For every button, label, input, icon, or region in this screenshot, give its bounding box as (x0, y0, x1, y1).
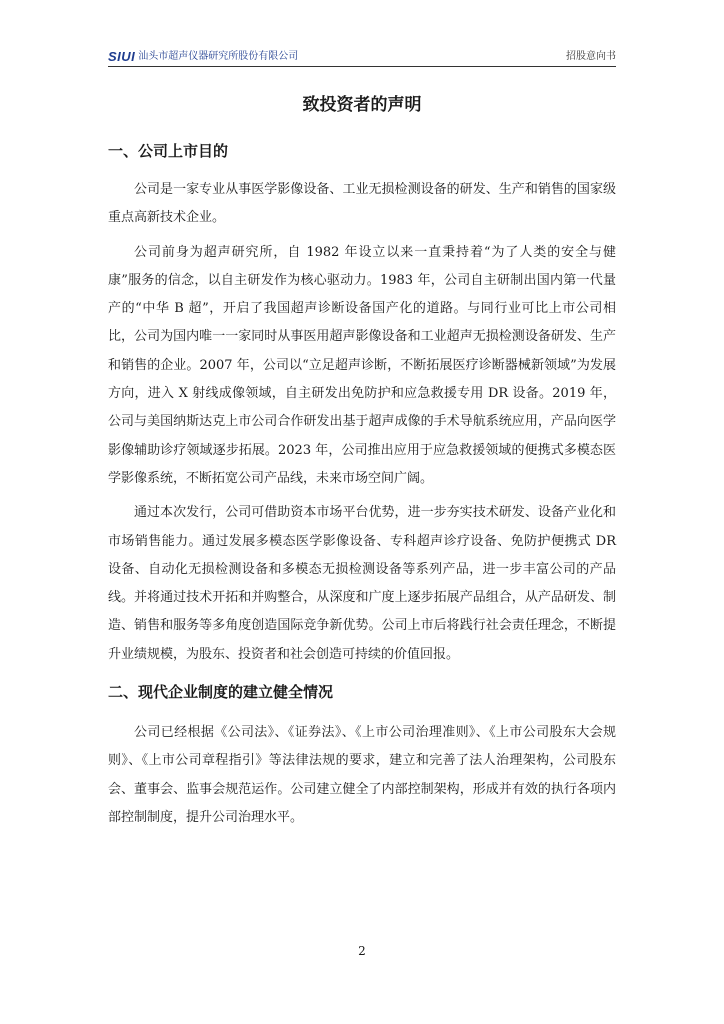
paragraph: 公司前身为超声研究所，自 1982 年设立以来一直秉持着“为了人类的安全与健康”服务的信念，以自主研发作为核心驱动力。1983 年，公司自主研制出国内第一代量产的“中华 B 超”，开启了我国超声诊断设备国产化的道路。与同行业可比上市公司相比，公司为国内唯一一家同时从事医用超声影像设备和工业超声无损检测设备研发、生产和销售的企业。2007 年，公司以“立足超声诊断，不断拓展医疗诊断器械新领域”为发展方向，进入 X 射线成像领域，自主研发出免防护和应急救援专用 DR 设备。2019 年，公司与美国纳斯达克上市公司合作研发出基于超声成像的手术导航系统应用，产品向医学影像辅助诊疗领域逐步拓展。2023 年，公司推出应用于应急救援领域的便携式多模态医学影像系统，不断拓宽公司产品线，未来市场空间广阔。 (108, 244, 616, 486)
paragraph: 通过本次发行，公司可借助资本市场平台优势，进一步夯实技术研发、设备产业化和市场销售能力。通过发展多模态医学影像设备、专科超声诊疗设备、免防护便携式 DR 设备、自动化无损检测设备和多模态无损检测设备等系列产品，进一步丰富公司的产品线。并将通过技术开拓和并购整合，从深度和广度上逐步拓展产品组合，从产品研发、制造、销售和服务等多角度创造国际竞争新优势。公司上市后将践行社会责任理念，不断提升业绩规模，为股东、投资者和社会创造可持续的价值回报。 (108, 505, 616, 662)
section-heading-corporate-governance: 二、现代企业制度的建立健全情况 (108, 683, 334, 702)
page-header (108, 48, 616, 67)
document-type: 招股意向书 (566, 51, 616, 62)
paragraph: 公司已经根据《公司法》、《证券法》、《上市公司治理准则》、《上市公司股东大会规则》、《上市公司章程指引》等法律法规的要求，建立和完善了法人治理架构，公司股东会、董事会、监事会规范运作。公司建立健全了内部控制架构，形成并有效的执行各项内部控制制度，提升公司治理水平。 (108, 725, 616, 825)
section-heading-listing-purpose: 一、公司上市目的 (108, 142, 229, 160)
header-company-block (108, 48, 298, 66)
page-number: 2 (358, 944, 366, 958)
company-name: 汕头市超声仪器研究所股份有限公司 (138, 51, 299, 62)
siui-logo: SIUI (108, 49, 136, 64)
paragraph: 公司是一家专业从事医学影像设备、工业无损检测设备的研发、生产和销售的国家级重点高新技术企业。 (108, 182, 616, 226)
document-title: 致投资者的声明 (302, 95, 422, 115)
page-content (108, 88, 616, 832)
